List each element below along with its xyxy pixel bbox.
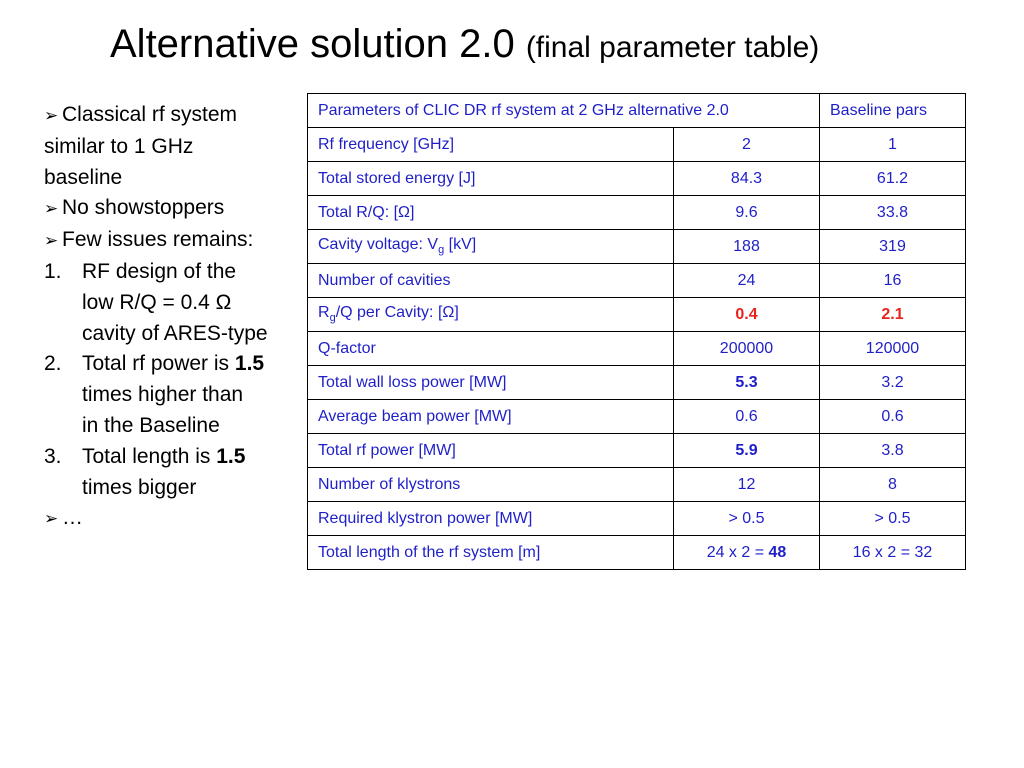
header-baseline: Baseline pars	[820, 94, 966, 128]
param-cell: Rf frequency [GHz]	[308, 128, 674, 162]
param-cell: Required klystron power [MW]	[308, 502, 674, 536]
arrow-bullet-icon: ➢	[44, 509, 59, 529]
table-row	[308, 434, 966, 468]
bullet-item: ➢ Few issues remains:	[44, 225, 294, 257]
page-title	[110, 18, 819, 74]
bullet-list	[44, 100, 294, 535]
numbered-item-cont: cavity of ARES-type	[82, 321, 268, 345]
table-row	[308, 128, 966, 162]
parameter-table	[307, 93, 966, 570]
table-row	[308, 332, 966, 366]
alt-value-cell: 200000	[674, 332, 820, 366]
numbered-item-cont: in the Baseline	[82, 413, 220, 437]
param-cell: Average beam power [MW]	[308, 400, 674, 434]
baseline-value-cell: 61.2	[820, 162, 966, 196]
param-cell: Cavity voltage: $V_g$ [kV]	[308, 230, 674, 264]
baseline-value-cell: 33.8	[820, 196, 966, 230]
table-row	[308, 536, 966, 570]
numbered-item: 1. RF design of the	[44, 259, 237, 283]
param-cell: Total stored energy [J]	[308, 162, 674, 196]
alt-value-cell: 0.4	[674, 298, 820, 332]
alt-value-cell: > 0.5	[674, 502, 820, 536]
alt-value-cell: 84.3	[674, 162, 820, 196]
baseline-value-cell: 8	[820, 468, 966, 502]
alt-value-cell: 24	[674, 264, 820, 298]
alt-value-cell: 5.9	[674, 434, 820, 468]
table-row	[308, 162, 966, 196]
table-row	[308, 400, 966, 434]
baseline-value-cell: 0.6	[820, 400, 966, 434]
title-subtitle: (final parameter table)	[525, 31, 820, 64]
baseline-value-cell: 1	[820, 128, 966, 162]
param-cell: Number of cavities	[308, 264, 674, 298]
baseline-value-cell: 3.2	[820, 366, 966, 400]
arrow-bullet-icon: ➢	[44, 231, 59, 251]
table-row	[308, 264, 966, 298]
title-main: Alternative solution 2.0	[110, 22, 515, 66]
param-cell: Q-factor	[308, 332, 674, 366]
numbered-item-cont: low R/Q = 0.4 Ω	[82, 290, 232, 314]
table-row	[308, 366, 966, 400]
alt-value-cell: 2	[674, 128, 820, 162]
param-cell: Total R/Q: [Ω]	[308, 196, 674, 230]
param-cell: Total length of the rf system [m]	[308, 536, 674, 570]
param-cell: Total wall loss power [MW]	[308, 366, 674, 400]
param-cell: Number of klystrons	[308, 468, 674, 502]
baseline-value-cell: 319	[820, 230, 966, 264]
bullet-item: ➢ No showstoppers	[44, 193, 294, 225]
table-row	[308, 230, 966, 264]
alt-value-cell: 9.6	[674, 196, 820, 230]
table-row	[308, 502, 966, 536]
alt-value-cell: 0.6	[674, 400, 820, 434]
table-row	[308, 196, 966, 230]
bullet-item: ➢ …	[44, 503, 294, 535]
param-cell: $R_g/Q$ per Cavity: [Ω]	[308, 298, 674, 332]
param-cell: Total rf power [MW]	[308, 434, 674, 468]
baseline-value-cell: 2.1	[820, 298, 966, 332]
alt-value-cell: 188	[674, 230, 820, 264]
numbered-item-cont: times bigger	[82, 475, 197, 499]
baseline-value-cell: 16 x 2 = 32	[820, 536, 966, 570]
bullet-item: ➢ Classical rf system	[44, 100, 294, 132]
bullet-item-cont: similar to 1 GHz	[44, 134, 194, 158]
arrow-bullet-icon: ➢	[44, 106, 59, 125]
numbered-item: 3. Total length is 1.5	[44, 444, 246, 468]
baseline-value-cell: 16	[820, 264, 966, 298]
alt-value-cell: 12	[674, 468, 820, 502]
alt-value-cell: 24 x 2 = 48	[674, 536, 820, 570]
header-parameters: Parameters of CLIC DR rf system at 2 GHz alternative 2.0	[308, 94, 820, 128]
table-row	[308, 298, 966, 332]
baseline-value-cell: 3.8	[820, 434, 966, 468]
alt-value-cell: 5.3	[674, 366, 820, 400]
table-row	[308, 468, 966, 502]
numbered-item: 2. Total rf power is 1.5	[44, 352, 265, 376]
bullet-item-cont: baseline	[44, 165, 123, 189]
arrow-bullet-icon: ➢	[44, 199, 59, 219]
numbered-item-cont: times higher than	[82, 383, 244, 407]
baseline-value-cell: 120000	[820, 332, 966, 366]
baseline-value-cell: > 0.5	[820, 502, 966, 536]
table-header-row	[308, 94, 966, 128]
